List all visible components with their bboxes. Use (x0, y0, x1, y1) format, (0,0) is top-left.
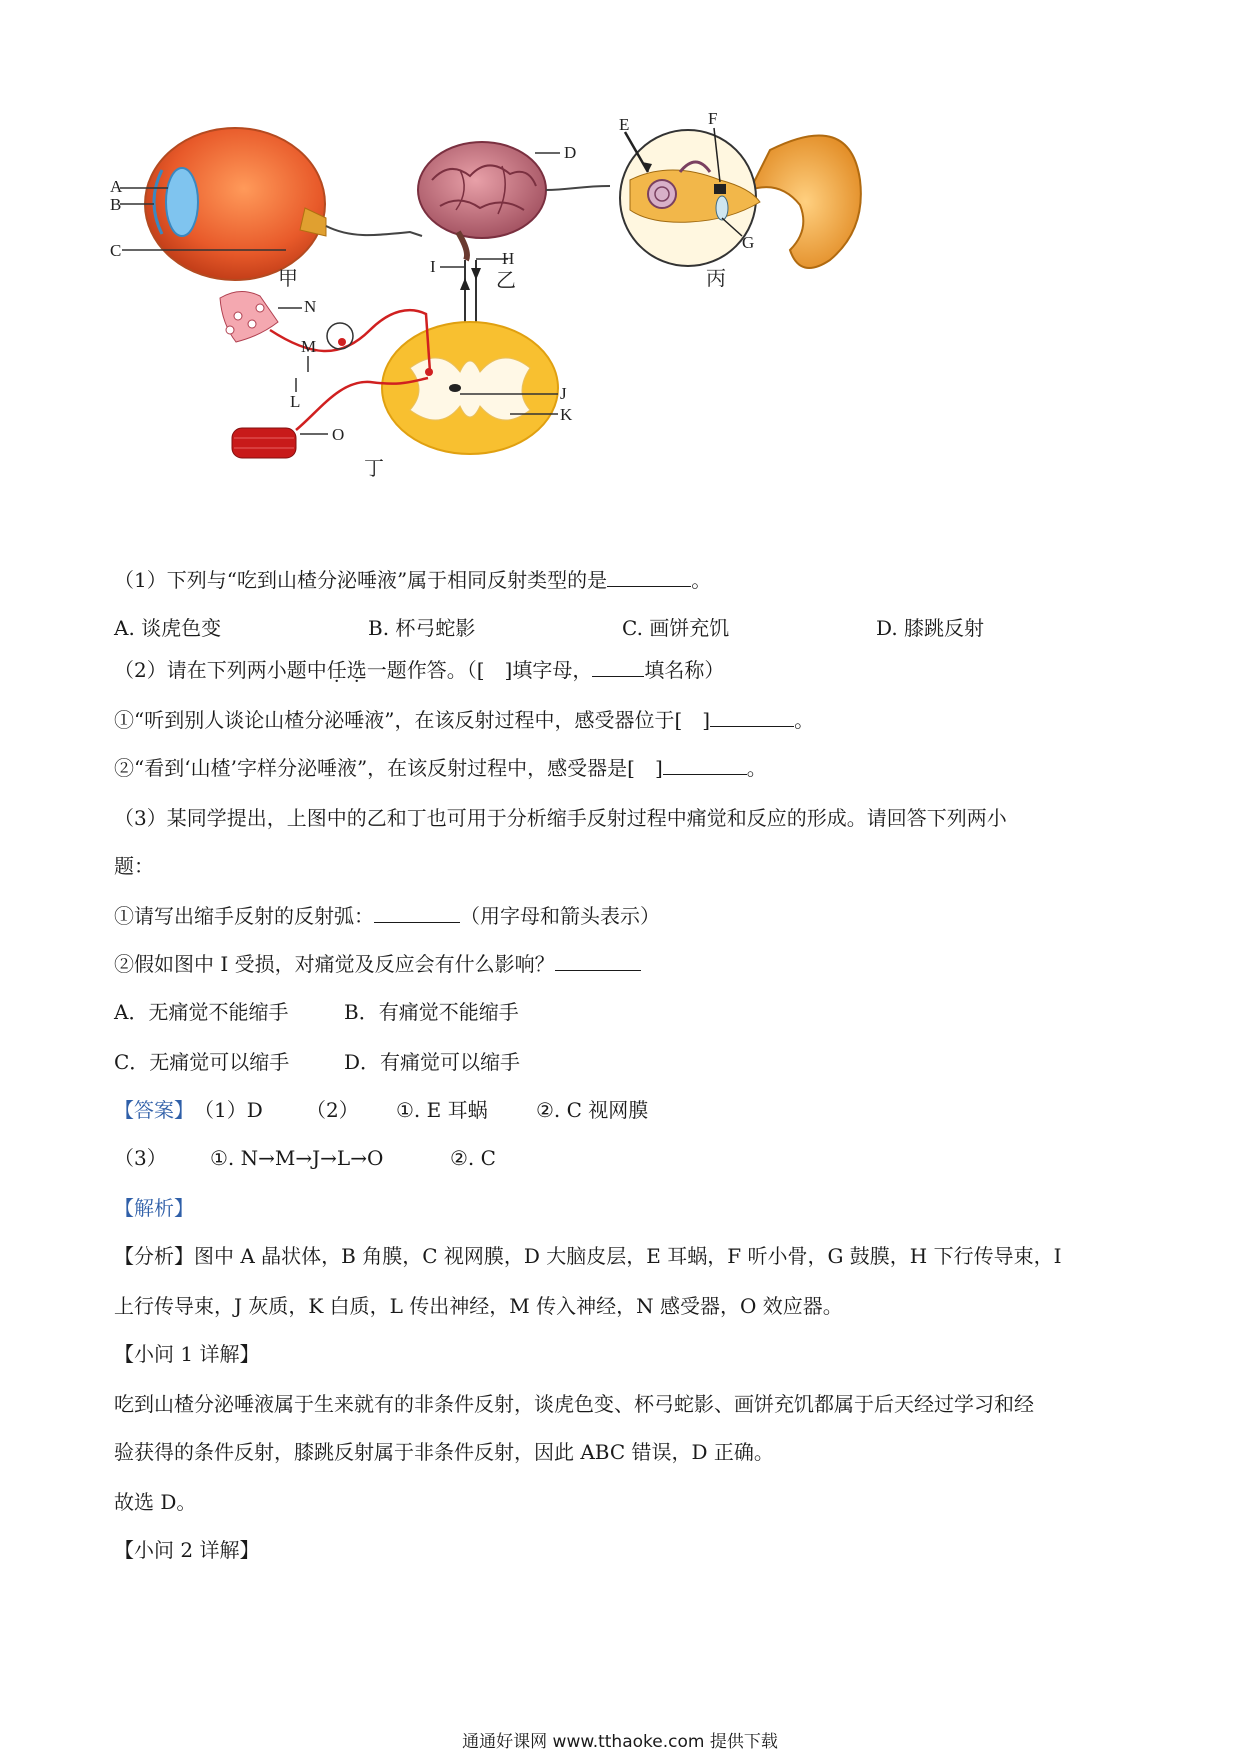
question-3-1-blank (374, 904, 460, 923)
question-2-2-text: ②“看到‘山楂’字样分泌唾液”，在该反射过程中，感受器是[ ] (114, 756, 663, 780)
caption-bing: 丙 (706, 266, 726, 290)
question-1-end: 。 (691, 568, 712, 592)
answer-line-1 (114, 1096, 648, 1124)
label-G: G (742, 233, 755, 252)
answer-2-label: （2） (306, 1098, 359, 1122)
question-1-text: （1）下列与“吃到山楂分泌唾液”属于相同反射类型的是 (114, 568, 608, 592)
question-2-1 (114, 706, 814, 734)
analysis-fenxi-1: 【分析】图中 A 晶状体，B 角膜，C 视网膜，D 大脑皮层，E 耳蜗，F 听小骨，G 鼓膜，H 下行传导束，I (114, 1244, 1062, 1268)
sub-question-1-heading: 【小问 1 详解】 (114, 1342, 260, 1366)
question-3-2-pre: ②假如图中 I 受损，对痛觉及反应会有什么影响？ (114, 952, 555, 976)
caption-ding: 丁 (364, 456, 384, 480)
answer-line-2 (114, 1144, 496, 1172)
label-N: N (304, 297, 317, 316)
ear-illustration (620, 130, 861, 268)
question-2-1-text: ①“听到别人谈论山楂分泌唾液”，在该反射过程中，感受器位于[ ] (114, 708, 711, 732)
question-3-options-row-2 (114, 1048, 520, 1076)
sub-question-1-conclusion: 故选 D。 (114, 1490, 197, 1514)
analysis-tag: 【解析】 (114, 1196, 194, 1220)
spinal-cord-illustration (382, 322, 558, 454)
label-I: I (430, 257, 436, 276)
receptor-tissue (220, 291, 278, 342)
sub-question-2-heading: 【小问 2 详解】 (114, 1538, 260, 1562)
answer-3-label: （3） (114, 1146, 167, 1170)
effector-muscle (232, 428, 296, 458)
q3-option-a: A．无痛觉不能缩手 (114, 1000, 289, 1024)
question-1-options (114, 614, 984, 642)
question-3-2 (114, 950, 641, 978)
label-K: K (560, 405, 573, 424)
label-F: F (708, 109, 718, 128)
answer-3-1: ①. N→M→J→L→O (210, 1146, 384, 1170)
sub-question-1-text-1: 吃到山楂分泌唾液属于生来就有的非条件反射，谈虎色变、杯弓蛇影、画饼充饥都属于后天经过学习和经 (114, 1392, 1034, 1416)
question-3-1-pre: ①请写出缩手反射的反射弧： (114, 904, 374, 928)
question-2-2-blank (663, 756, 747, 775)
option-b: B. 杯弓蛇影 (368, 616, 476, 640)
label-M: M (301, 337, 317, 356)
option-c: C. 画饼充饥 (622, 616, 730, 640)
question-3-2-blank (555, 952, 641, 971)
option-d: D. 膝跳反射 (876, 616, 985, 640)
caption-yi: 乙 (496, 268, 516, 292)
q3-option-b: B．有痛觉不能缩手 (344, 1000, 519, 1024)
question-2-2-end: 。 (746, 756, 767, 780)
question-3-options-row-1 (114, 998, 519, 1026)
caption-jia: 甲 (278, 266, 298, 290)
sub-question-1-text-2: 验获得的条件反射，膝跳反射属于非条件反射，因此 ABC 错误，D 正确。 (114, 1440, 774, 1464)
question-3-1 (114, 902, 660, 930)
question-1 (114, 566, 711, 594)
q3-option-c: C．无痛觉可以缩手 (114, 1050, 290, 1074)
question-3-line-2: 题： (114, 854, 154, 878)
question-1-blank (607, 568, 691, 587)
emphasis-char-2: 选 (346, 658, 367, 682)
question-2-blank (592, 658, 644, 677)
emphasis-char-1: 任 (326, 658, 347, 682)
question-2-1-end: 。 (794, 708, 815, 732)
diagram-drawing (110, 110, 990, 540)
option-a: A. 谈虎色变 (114, 616, 222, 640)
answer-3-2: ②. C (450, 1146, 496, 1170)
label-D: D (564, 143, 577, 162)
answer-1: （1）D (194, 1098, 263, 1122)
label-B: B (110, 195, 122, 214)
question-2-mid: 一题作答。（[ ]填字母， (366, 658, 593, 682)
label-A: A (110, 177, 123, 196)
question-3-line-1: （3）某同学提出，上图中的乙和丁也可用于分析缩手反射过程中痛觉和反应的形成。请回答下列两小 (114, 806, 1007, 830)
eye-illustration (145, 128, 326, 280)
brain-illustration (418, 142, 546, 260)
label-H: H (502, 249, 515, 268)
question-2-post: 填名称） (644, 658, 725, 682)
label-J: J (560, 384, 567, 403)
answer-2-2: ②. C 视网膜 (536, 1098, 649, 1122)
analysis-fenxi-2: 上行传导束，J 灰质，K 白质，L 传出神经，M 传入神经，N 感受器，O 效应器。 (114, 1294, 843, 1318)
label-O: O (332, 425, 345, 444)
q3-option-d: D．有痛觉可以缩手 (344, 1050, 521, 1074)
answer-2-1: ①. E 耳蜗 (396, 1098, 488, 1122)
label-E: E (619, 115, 630, 134)
reflex-diagram (110, 110, 990, 540)
question-3-1-post: （用字母和箭头表示） (460, 904, 660, 928)
question-2-2 (114, 754, 767, 782)
label-L: L (290, 392, 301, 411)
label-C: C (110, 241, 122, 260)
page-footer: 通通好课网 www.tthaoke.com 提供下载 (462, 1732, 778, 1752)
question-2 (114, 656, 724, 684)
answer-tag: 【答案】 (114, 1098, 194, 1122)
question-2-pre: （2）请在下列两小题中 (114, 658, 327, 682)
question-2-1-blank (710, 708, 794, 727)
